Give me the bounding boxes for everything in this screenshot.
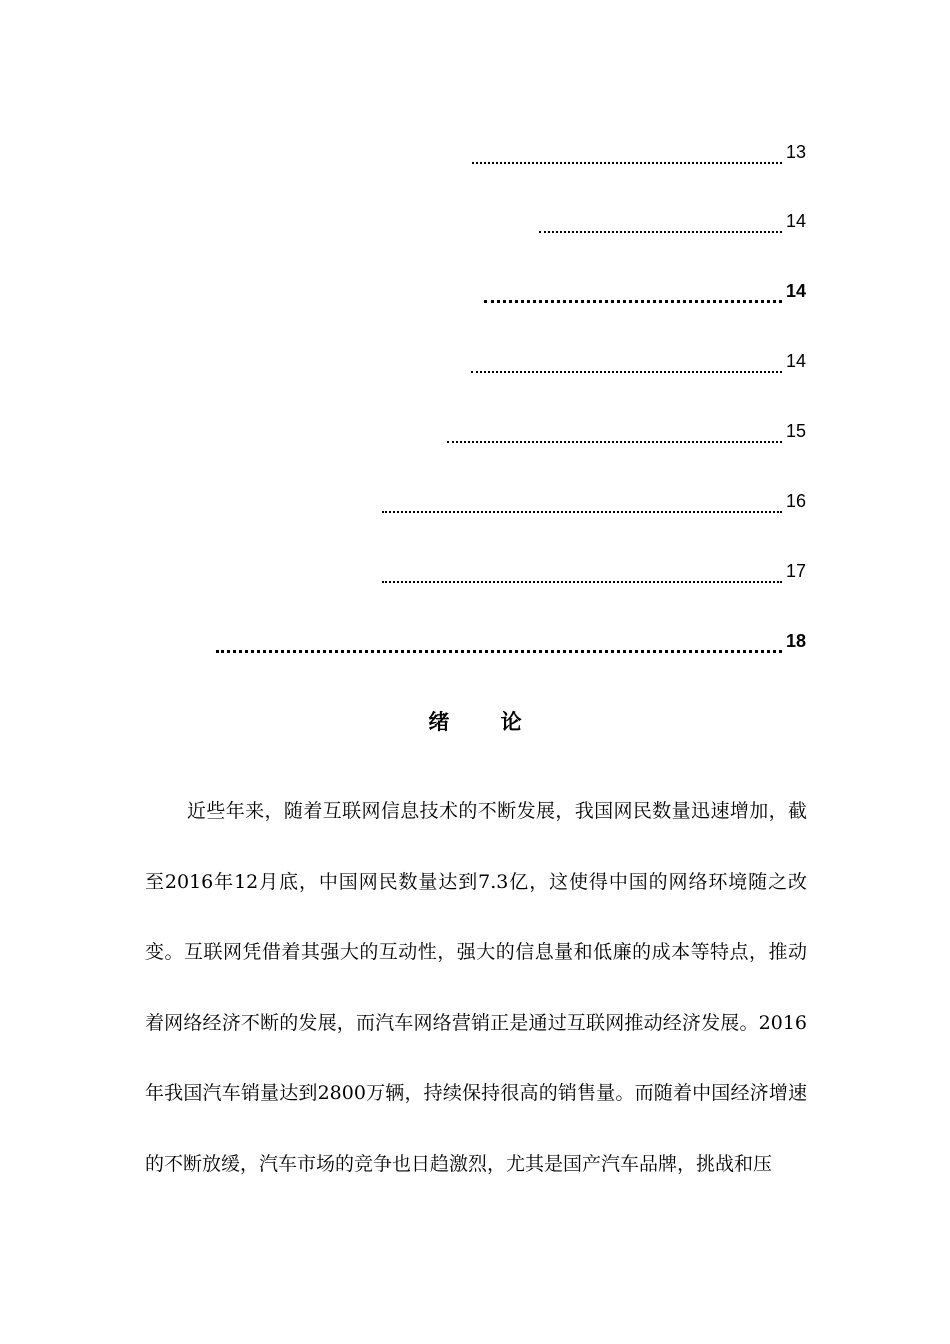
toc-page-number: 14 <box>785 281 806 301</box>
toc-page-number: 17 <box>785 561 806 581</box>
toc-entry[interactable] <box>472 140 806 164</box>
toc-entry[interactable] <box>539 209 806 233</box>
toc-page-number: 14 <box>785 351 806 371</box>
toc-leader-dots <box>216 634 782 653</box>
toc-page-number: 14 <box>785 211 806 231</box>
toc-leader-dots <box>471 355 782 373</box>
toc-leader-dots <box>382 495 782 513</box>
toc-leader-dots <box>484 284 782 303</box>
toc-leader-dots <box>539 215 782 233</box>
toc-page-number: 13 <box>785 142 806 162</box>
toc-entry[interactable] <box>471 349 806 373</box>
toc-entry[interactable] <box>447 419 806 443</box>
toc-page-number: 15 <box>785 421 806 441</box>
toc-entry[interactable] <box>216 629 806 653</box>
toc-leader-dots <box>472 146 782 164</box>
toc-leader-dots <box>382 565 782 583</box>
toc-page-number: 18 <box>785 631 806 651</box>
toc-entry[interactable] <box>382 559 806 583</box>
body-paragraph: 近些年来，随着互联网信息技术的不断发展，我国网民数量迅速增加，截至2016年12月底，中国网民数量达到7.3亿，这使得中国的网络环境随之改变。互联网凭借着其强大的互动性，强大的信息量和低廉的成本等特点，推动着网络经济不断的发展，而汽车网络营销正是通过互联网推动经济发展。2016年我国汽车销量达到2800万辆，持续保持很高的销售量。而随着中国经济增速的不断放缓，汽车市场的竞争也日趋激烈，尤其是国产汽车品牌，挑战和压 <box>145 800 807 1175</box>
section-heading: 绪 论 <box>428 710 544 734</box>
toc-page-number: 16 <box>785 491 806 511</box>
toc-entry[interactable] <box>484 279 806 303</box>
toc-leader-dots <box>447 425 782 443</box>
toc-entry[interactable] <box>382 489 806 513</box>
